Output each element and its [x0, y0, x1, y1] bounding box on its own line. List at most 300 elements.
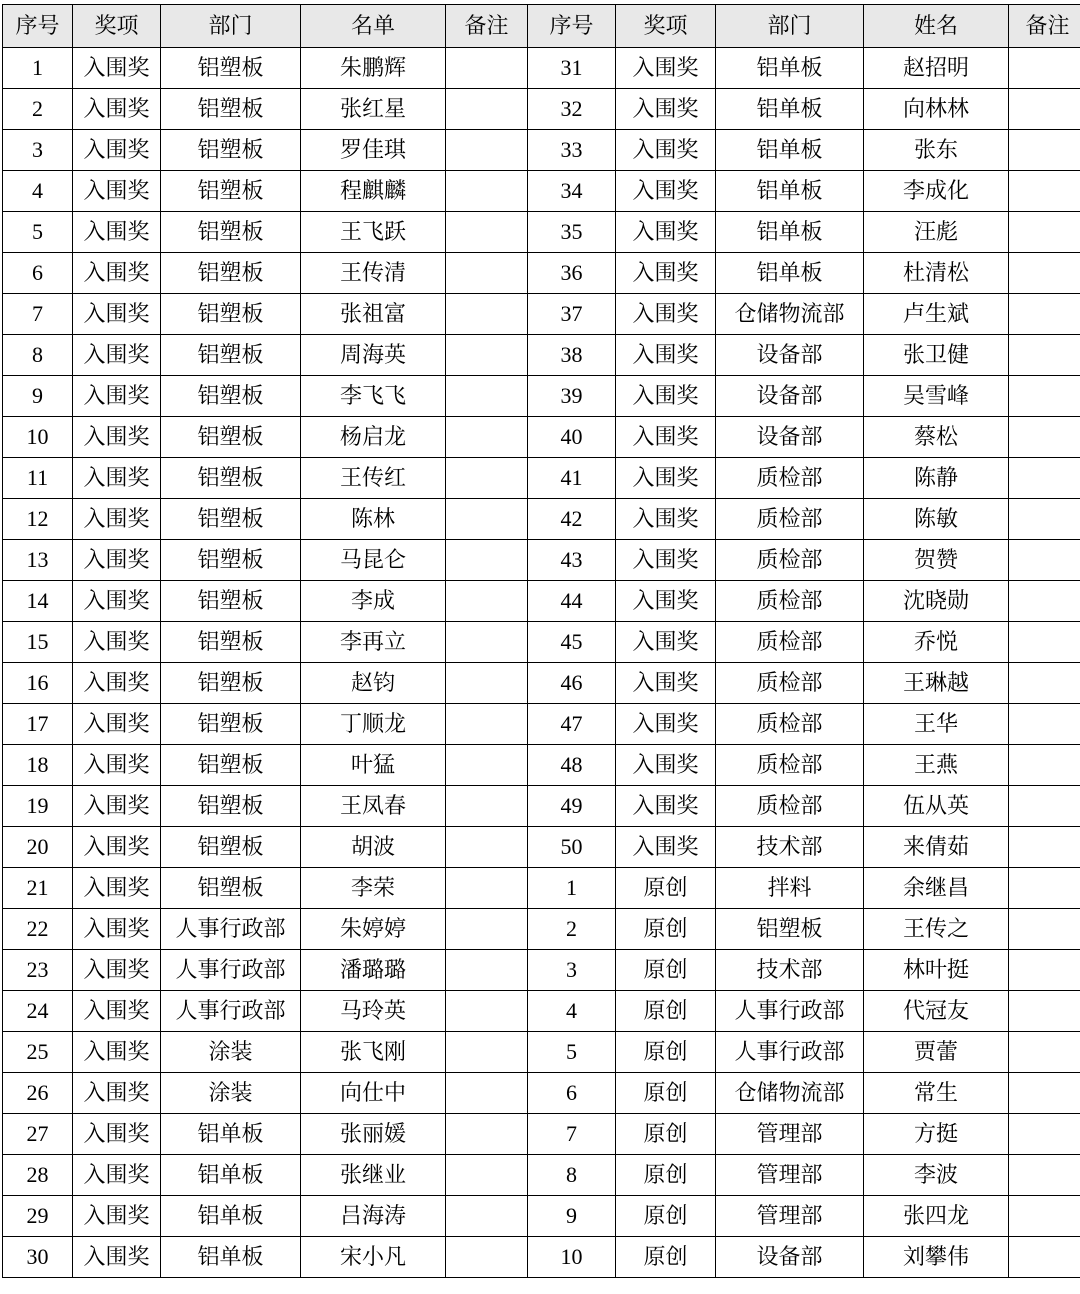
- cell-right-name: 陈静: [864, 458, 1009, 499]
- cell-right-award: 入围奖: [616, 499, 716, 540]
- cell-right-note: [1009, 458, 1080, 499]
- cell-right-dept: 铝单板: [716, 171, 864, 212]
- cell-right-award: 入围奖: [616, 745, 716, 786]
- cell-right-award: 入围奖: [616, 827, 716, 868]
- cell-left-dept: 铝塑板: [161, 376, 301, 417]
- cell-right-seq: 41: [528, 458, 616, 499]
- cell-left-award: 入围奖: [73, 663, 161, 704]
- cell-left-note: [446, 827, 528, 868]
- cell-right-note: [1009, 950, 1080, 991]
- table-row: [3, 704, 1080, 745]
- table-row: [3, 1237, 1080, 1278]
- cell-left-seq: 11: [3, 458, 73, 499]
- cell-right-seq: 45: [528, 622, 616, 663]
- table-row: [3, 1073, 1080, 1114]
- cell-right-dept: 仓储物流部: [716, 1073, 864, 1114]
- cell-right-award: 原创: [616, 1114, 716, 1155]
- table-row: [3, 909, 1080, 950]
- cell-left-seq: 20: [3, 827, 73, 868]
- cell-left-award: 入围奖: [73, 294, 161, 335]
- cell-right-dept: 拌料: [716, 868, 864, 909]
- cell-right-dept: 仓储物流部: [716, 294, 864, 335]
- cell-left-dept: 铝塑板: [161, 868, 301, 909]
- cell-right-note: [1009, 1155, 1080, 1196]
- cell-right-award: 入围奖: [616, 335, 716, 376]
- header-right-award: 奖项: [616, 5, 716, 48]
- cell-right-seq: 43: [528, 540, 616, 581]
- cell-right-note: [1009, 663, 1080, 704]
- cell-right-name: 王华: [864, 704, 1009, 745]
- cell-right-note: [1009, 827, 1080, 868]
- cell-left-seq: 5: [3, 212, 73, 253]
- cell-left-seq: 13: [3, 540, 73, 581]
- cell-left-award: 入围奖: [73, 704, 161, 745]
- cell-right-seq: 5: [528, 1032, 616, 1073]
- cell-right-dept: 技术部: [716, 950, 864, 991]
- cell-right-award: 入围奖: [616, 417, 716, 458]
- cell-left-award: 入围奖: [73, 1155, 161, 1196]
- table-row: [3, 622, 1080, 663]
- cell-left-seq: 29: [3, 1196, 73, 1237]
- cell-left-note: [446, 540, 528, 581]
- cell-right-note: [1009, 868, 1080, 909]
- cell-left-dept: 铝塑板: [161, 171, 301, 212]
- table-body: [3, 48, 1080, 1278]
- cell-right-note: [1009, 540, 1080, 581]
- cell-right-award: 入围奖: [616, 253, 716, 294]
- cell-left-award: 入围奖: [73, 89, 161, 130]
- cell-left-award: 入围奖: [73, 212, 161, 253]
- cell-left-name: 朱婷婷: [301, 909, 446, 950]
- cell-right-note: [1009, 1032, 1080, 1073]
- cell-left-award: 入围奖: [73, 1237, 161, 1278]
- cell-right-note: [1009, 1196, 1080, 1237]
- header-left-note: 备注: [446, 5, 528, 48]
- cell-left-award: 入围奖: [73, 1032, 161, 1073]
- table-row: [3, 171, 1080, 212]
- cell-left-note: [446, 212, 528, 253]
- cell-right-award: 入围奖: [616, 622, 716, 663]
- cell-left-note: [446, 950, 528, 991]
- cell-left-name: 王飞跃: [301, 212, 446, 253]
- cell-right-name: 王燕: [864, 745, 1009, 786]
- cell-left-seq: 18: [3, 745, 73, 786]
- cell-right-award: 入围奖: [616, 130, 716, 171]
- cell-right-seq: 39: [528, 376, 616, 417]
- cell-left-note: [446, 1032, 528, 1073]
- table-row: [3, 581, 1080, 622]
- cell-left-name: 丁顺龙: [301, 704, 446, 745]
- cell-right-seq: 35: [528, 212, 616, 253]
- cell-left-award: 入围奖: [73, 950, 161, 991]
- cell-left-name: 马玲英: [301, 991, 446, 1032]
- cell-right-dept: 铝单板: [716, 48, 864, 89]
- cell-left-dept: 铝单板: [161, 1114, 301, 1155]
- cell-left-note: [446, 1155, 528, 1196]
- cell-right-award: 入围奖: [616, 581, 716, 622]
- cell-right-dept: 铝单板: [716, 253, 864, 294]
- table-row: [3, 48, 1080, 89]
- cell-left-note: [446, 622, 528, 663]
- cell-left-name: 潘璐璐: [301, 950, 446, 991]
- cell-left-note: [446, 704, 528, 745]
- cell-right-note: [1009, 499, 1080, 540]
- table-row: [3, 663, 1080, 704]
- cell-right-seq: 9: [528, 1196, 616, 1237]
- cell-right-award: 入围奖: [616, 704, 716, 745]
- cell-right-award: 入围奖: [616, 171, 716, 212]
- cell-left-award: 入围奖: [73, 909, 161, 950]
- cell-right-seq: 33: [528, 130, 616, 171]
- table-row: [3, 786, 1080, 827]
- cell-left-dept: 涂装: [161, 1073, 301, 1114]
- cell-right-award: 入围奖: [616, 294, 716, 335]
- cell-left-name: 张红星: [301, 89, 446, 130]
- cell-right-note: [1009, 622, 1080, 663]
- cell-left-award: 入围奖: [73, 581, 161, 622]
- cell-left-award: 入围奖: [73, 253, 161, 294]
- cell-right-seq: 46: [528, 663, 616, 704]
- cell-left-note: [446, 786, 528, 827]
- cell-right-note: [1009, 581, 1080, 622]
- cell-left-name: 赵钧: [301, 663, 446, 704]
- cell-left-name: 程麒麟: [301, 171, 446, 212]
- cell-left-dept: 铝塑板: [161, 786, 301, 827]
- cell-left-dept: 铝塑板: [161, 704, 301, 745]
- cell-left-name: 陈林: [301, 499, 446, 540]
- cell-right-dept: 质检部: [716, 458, 864, 499]
- table-row: [3, 991, 1080, 1032]
- cell-left-name: 马昆仑: [301, 540, 446, 581]
- cell-left-name: 向仕中: [301, 1073, 446, 1114]
- cell-left-seq: 15: [3, 622, 73, 663]
- table-row: [3, 89, 1080, 130]
- cell-left-seq: 7: [3, 294, 73, 335]
- table-row: [3, 745, 1080, 786]
- cell-left-seq: 26: [3, 1073, 73, 1114]
- cell-right-seq: 44: [528, 581, 616, 622]
- cell-left-note: [446, 499, 528, 540]
- cell-right-note: [1009, 1237, 1080, 1278]
- cell-right-dept: 管理部: [716, 1155, 864, 1196]
- cell-left-seq: 28: [3, 1155, 73, 1196]
- cell-left-seq: 6: [3, 253, 73, 294]
- cell-left-name: 吕海涛: [301, 1196, 446, 1237]
- cell-right-name: 王琳越: [864, 663, 1009, 704]
- cell-right-name: 贾蕾: [864, 1032, 1009, 1073]
- cell-left-note: [446, 1114, 528, 1155]
- cell-right-note: [1009, 171, 1080, 212]
- header-right-note: 备注: [1009, 5, 1080, 48]
- cell-right-award: 原创: [616, 950, 716, 991]
- cell-right-name: 代冠友: [864, 991, 1009, 1032]
- cell-right-seq: 2: [528, 909, 616, 950]
- cell-left-note: [446, 171, 528, 212]
- cell-left-seq: 9: [3, 376, 73, 417]
- cell-left-dept: 铝塑板: [161, 335, 301, 376]
- cell-left-dept: 铝塑板: [161, 130, 301, 171]
- cell-left-seq: 27: [3, 1114, 73, 1155]
- cell-right-note: [1009, 48, 1080, 89]
- cell-right-dept: 人事行政部: [716, 991, 864, 1032]
- cell-right-seq: 31: [528, 48, 616, 89]
- table-row: [3, 417, 1080, 458]
- cell-right-award: 入围奖: [616, 458, 716, 499]
- cell-left-note: [446, 89, 528, 130]
- cell-right-note: [1009, 89, 1080, 130]
- cell-left-name: 周海英: [301, 335, 446, 376]
- cell-right-dept: 质检部: [716, 622, 864, 663]
- cell-right-seq: 47: [528, 704, 616, 745]
- cell-right-name: 余继昌: [864, 868, 1009, 909]
- header-right-seq: 序号: [528, 5, 616, 48]
- table-row: [3, 130, 1080, 171]
- cell-left-seq: 21: [3, 868, 73, 909]
- cell-right-name: 刘攀伟: [864, 1237, 1009, 1278]
- cell-right-seq: 49: [528, 786, 616, 827]
- cell-right-note: [1009, 294, 1080, 335]
- cell-right-name: 张东: [864, 130, 1009, 171]
- cell-right-seq: 7: [528, 1114, 616, 1155]
- cell-left-award: 入围奖: [73, 458, 161, 499]
- cell-right-note: [1009, 335, 1080, 376]
- cell-left-dept: 铝塑板: [161, 458, 301, 499]
- cell-right-note: [1009, 376, 1080, 417]
- cell-right-dept: 人事行政部: [716, 1032, 864, 1073]
- cell-left-award: 入围奖: [73, 171, 161, 212]
- cell-left-seq: 16: [3, 663, 73, 704]
- cell-left-award: 入围奖: [73, 868, 161, 909]
- cell-left-name: 张丽媛: [301, 1114, 446, 1155]
- cell-left-note: [446, 663, 528, 704]
- table-row: [3, 1155, 1080, 1196]
- cell-left-dept: 铝单板: [161, 1155, 301, 1196]
- cell-left-name: 张祖富: [301, 294, 446, 335]
- cell-left-dept: 铝塑板: [161, 827, 301, 868]
- cell-left-award: 入围奖: [73, 786, 161, 827]
- cell-right-note: [1009, 745, 1080, 786]
- table-row: [3, 868, 1080, 909]
- cell-left-name: 张继业: [301, 1155, 446, 1196]
- cell-right-name: 沈晓勋: [864, 581, 1009, 622]
- cell-left-name: 叶猛: [301, 745, 446, 786]
- cell-right-name: 李波: [864, 1155, 1009, 1196]
- cell-right-name: 来倩茹: [864, 827, 1009, 868]
- cell-right-name: 贺赞: [864, 540, 1009, 581]
- cell-right-seq: 34: [528, 171, 616, 212]
- cell-left-dept: 人事行政部: [161, 950, 301, 991]
- cell-left-dept: 铝塑板: [161, 581, 301, 622]
- cell-left-award: 入围奖: [73, 622, 161, 663]
- cell-left-seq: 14: [3, 581, 73, 622]
- cell-left-name: 王传清: [301, 253, 446, 294]
- cell-right-dept: 质检部: [716, 704, 864, 745]
- cell-left-dept: 铝塑板: [161, 253, 301, 294]
- cell-left-award: 入围奖: [73, 745, 161, 786]
- cell-right-dept: 质检部: [716, 499, 864, 540]
- cell-left-note: [446, 1073, 528, 1114]
- cell-left-award: 入围奖: [73, 48, 161, 89]
- cell-right-note: [1009, 991, 1080, 1032]
- header-left-award: 奖项: [73, 5, 161, 48]
- cell-right-name: 张四龙: [864, 1196, 1009, 1237]
- cell-right-award: 原创: [616, 1073, 716, 1114]
- cell-right-name: 李成化: [864, 171, 1009, 212]
- cell-right-seq: 1: [528, 868, 616, 909]
- cell-right-dept: 设备部: [716, 417, 864, 458]
- cell-right-dept: 质检部: [716, 581, 864, 622]
- cell-left-seq: 8: [3, 335, 73, 376]
- cell-left-name: 朱鹏辉: [301, 48, 446, 89]
- cell-left-name: 王传红: [301, 458, 446, 499]
- cell-left-seq: 17: [3, 704, 73, 745]
- cell-left-award: 入围奖: [73, 991, 161, 1032]
- cell-left-note: [446, 745, 528, 786]
- table-row: [3, 827, 1080, 868]
- cell-right-award: 原创: [616, 1155, 716, 1196]
- cell-right-seq: 48: [528, 745, 616, 786]
- table-row: [3, 1196, 1080, 1237]
- cell-right-award: 入围奖: [616, 212, 716, 253]
- cell-right-seq: 6: [528, 1073, 616, 1114]
- cell-left-seq: 1: [3, 48, 73, 89]
- cell-left-dept: 铝塑板: [161, 294, 301, 335]
- cell-right-seq: 32: [528, 89, 616, 130]
- cell-right-award: 原创: [616, 1196, 716, 1237]
- cell-left-seq: 12: [3, 499, 73, 540]
- cell-left-name: 李成: [301, 581, 446, 622]
- cell-left-dept: 涂装: [161, 1032, 301, 1073]
- cell-right-seq: 37: [528, 294, 616, 335]
- cell-left-dept: 铝塑板: [161, 499, 301, 540]
- cell-right-dept: 铝单板: [716, 212, 864, 253]
- cell-left-award: 入围奖: [73, 376, 161, 417]
- cell-left-note: [446, 991, 528, 1032]
- cell-right-note: [1009, 786, 1080, 827]
- cell-left-name: 李飞飞: [301, 376, 446, 417]
- cell-right-name: 伍从英: [864, 786, 1009, 827]
- cell-left-name: 张飞刚: [301, 1032, 446, 1073]
- cell-left-dept: 铝单板: [161, 1237, 301, 1278]
- cell-left-seq: 25: [3, 1032, 73, 1073]
- cell-right-award: 入围奖: [616, 786, 716, 827]
- cell-left-dept: 人事行政部: [161, 909, 301, 950]
- cell-right-award: 原创: [616, 991, 716, 1032]
- cell-left-dept: 铝塑板: [161, 48, 301, 89]
- cell-right-name: 杜清松: [864, 253, 1009, 294]
- cell-right-award: 入围奖: [616, 89, 716, 130]
- cell-right-note: [1009, 253, 1080, 294]
- cell-right-dept: 铝塑板: [716, 909, 864, 950]
- cell-right-dept: 铝单板: [716, 130, 864, 171]
- cell-right-award: 入围奖: [616, 540, 716, 581]
- cell-right-seq: 8: [528, 1155, 616, 1196]
- cell-left-note: [446, 376, 528, 417]
- cell-right-dept: 管理部: [716, 1114, 864, 1155]
- header-right-dept: 部门: [716, 5, 864, 48]
- cell-left-note: [446, 1196, 528, 1237]
- table-row: [3, 1114, 1080, 1155]
- table-row: [3, 458, 1080, 499]
- cell-right-note: [1009, 130, 1080, 171]
- cell-right-name: 林叶挺: [864, 950, 1009, 991]
- header-right-name: 姓名: [864, 5, 1009, 48]
- cell-left-award: 入围奖: [73, 540, 161, 581]
- table-header-row: [3, 5, 1080, 48]
- cell-right-award: 入围奖: [616, 376, 716, 417]
- cell-right-note: [1009, 417, 1080, 458]
- cell-right-name: 乔悦: [864, 622, 1009, 663]
- cell-right-dept: 设备部: [716, 1237, 864, 1278]
- cell-left-dept: 铝塑板: [161, 212, 301, 253]
- cell-left-dept: 铝塑板: [161, 417, 301, 458]
- cell-right-name: 常生: [864, 1073, 1009, 1114]
- cell-left-name: 李荣: [301, 868, 446, 909]
- cell-left-award: 入围奖: [73, 335, 161, 376]
- cell-right-name: 王传之: [864, 909, 1009, 950]
- header-left-dept: 部门: [161, 5, 301, 48]
- table-row: [3, 212, 1080, 253]
- cell-left-note: [446, 417, 528, 458]
- cell-right-name: 吴雪峰: [864, 376, 1009, 417]
- cell-left-note: [446, 909, 528, 950]
- cell-right-name: 张卫健: [864, 335, 1009, 376]
- cell-left-note: [446, 458, 528, 499]
- cell-right-award: 原创: [616, 909, 716, 950]
- cell-left-seq: 22: [3, 909, 73, 950]
- cell-right-name: 汪彪: [864, 212, 1009, 253]
- cell-right-seq: 50: [528, 827, 616, 868]
- cell-right-dept: 技术部: [716, 827, 864, 868]
- table-row: [3, 294, 1080, 335]
- table-row: [3, 376, 1080, 417]
- cell-right-note: [1009, 909, 1080, 950]
- cell-right-seq: 4: [528, 991, 616, 1032]
- cell-left-name: 罗佳琪: [301, 130, 446, 171]
- cell-left-seq: 2: [3, 89, 73, 130]
- cell-left-award: 入围奖: [73, 499, 161, 540]
- cell-left-seq: 24: [3, 991, 73, 1032]
- cell-left-seq: 10: [3, 417, 73, 458]
- cell-right-award: 原创: [616, 1237, 716, 1278]
- table-row: [3, 950, 1080, 991]
- cell-left-name: 胡波: [301, 827, 446, 868]
- cell-right-seq: 42: [528, 499, 616, 540]
- cell-right-dept: 质检部: [716, 540, 864, 581]
- cell-right-award: 原创: [616, 868, 716, 909]
- header-left-name: 名单: [301, 5, 446, 48]
- cell-left-note: [446, 294, 528, 335]
- table-row: [3, 540, 1080, 581]
- cell-left-award: 入围奖: [73, 1073, 161, 1114]
- cell-right-seq: 36: [528, 253, 616, 294]
- cell-left-dept: 铝单板: [161, 1196, 301, 1237]
- cell-right-dept: 质检部: [716, 745, 864, 786]
- cell-right-name: 蔡松: [864, 417, 1009, 458]
- cell-right-dept: 设备部: [716, 335, 864, 376]
- cell-right-note: [1009, 1114, 1080, 1155]
- cell-right-name: 卢生斌: [864, 294, 1009, 335]
- cell-right-dept: 设备部: [716, 376, 864, 417]
- cell-left-note: [446, 335, 528, 376]
- cell-right-award: 入围奖: [616, 48, 716, 89]
- cell-left-name: 王凤春: [301, 786, 446, 827]
- cell-left-award: 入围奖: [73, 130, 161, 171]
- cell-right-dept: 铝单板: [716, 89, 864, 130]
- cell-right-name: 方挺: [864, 1114, 1009, 1155]
- cell-left-note: [446, 868, 528, 909]
- cell-left-seq: 19: [3, 786, 73, 827]
